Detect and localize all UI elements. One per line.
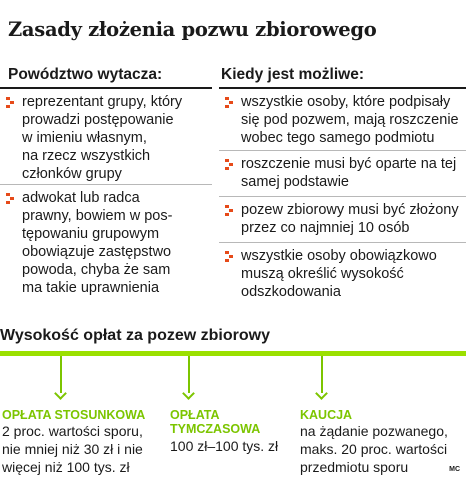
fee-desc-deposit: na żądanie pozwanego, maks. 20 proc. wartości przedmiotu sporu [300,423,448,475]
bullet-icon [225,97,233,109]
list-item [0,89,212,185]
down-arrow-icon [182,387,195,400]
right-column [219,89,466,305]
list-item-text: reprezentant grupy, który prowadzi postępowanie w imieniu własnym, na rzecz wszystkich członków grupy [22,94,183,182]
author-credit: MC [449,466,460,473]
down-arrow-icon [315,387,328,400]
left-column-heading: Powództwo wytacza: [8,66,163,83]
list-item-text: wszystkie osoby, które podpisały się pod pozwem, mają roszczenie wobec tego samego podmiotu [241,94,459,146]
list-item-text: roszczenie musi być oparte na tej samej podstawie [241,156,457,190]
infographic-title: Zasady złożenia pozwu zbiorowego [8,18,377,41]
bullet-icon [6,193,14,205]
bullet-icon [225,159,233,171]
list-item-text: pozew zbiorowy musi być złożony przez co najmniej 10 osób [241,202,459,236]
list-item [219,151,466,197]
list-item [219,89,466,151]
fee-label-deposit: KAUCJA [300,408,353,422]
fee-desc-temporary: 100 zł–100 tys. zł [170,438,279,454]
bullet-icon [225,251,233,263]
list-item-text: wszystkie osoby obowiązkowo muszą określić wysokość odszkodowania [241,248,437,300]
fee-desc-proportional: 2 proc. wartości sporu, nie mniej niż 30 zł i nie więcej niż 100 tys. zł [2,423,143,475]
list-item [219,243,466,305]
right-column-heading: Kiedy jest możliwe: [221,66,364,83]
fee-label-temporary: OPŁATA TYMCZASOWA [170,408,261,436]
list-item [0,185,212,303]
left-column [0,89,212,303]
bullet-icon [225,205,233,217]
list-item [219,197,466,243]
fees-accent-line [0,351,466,356]
fee-label-proportional: OPŁATA STOSUNKOWA [2,408,146,422]
fees-heading: Wysokość opłat za pozew zbiorowy [0,327,270,344]
down-arrow-icon [54,387,67,400]
bullet-icon [6,97,14,109]
list-item-text: adwokat lub radca prawny, bowiem w pos- tępowaniu grupowym obowiązuje zastępstwo powoda, chyba że sam ma takie uprawnienia [22,190,173,296]
